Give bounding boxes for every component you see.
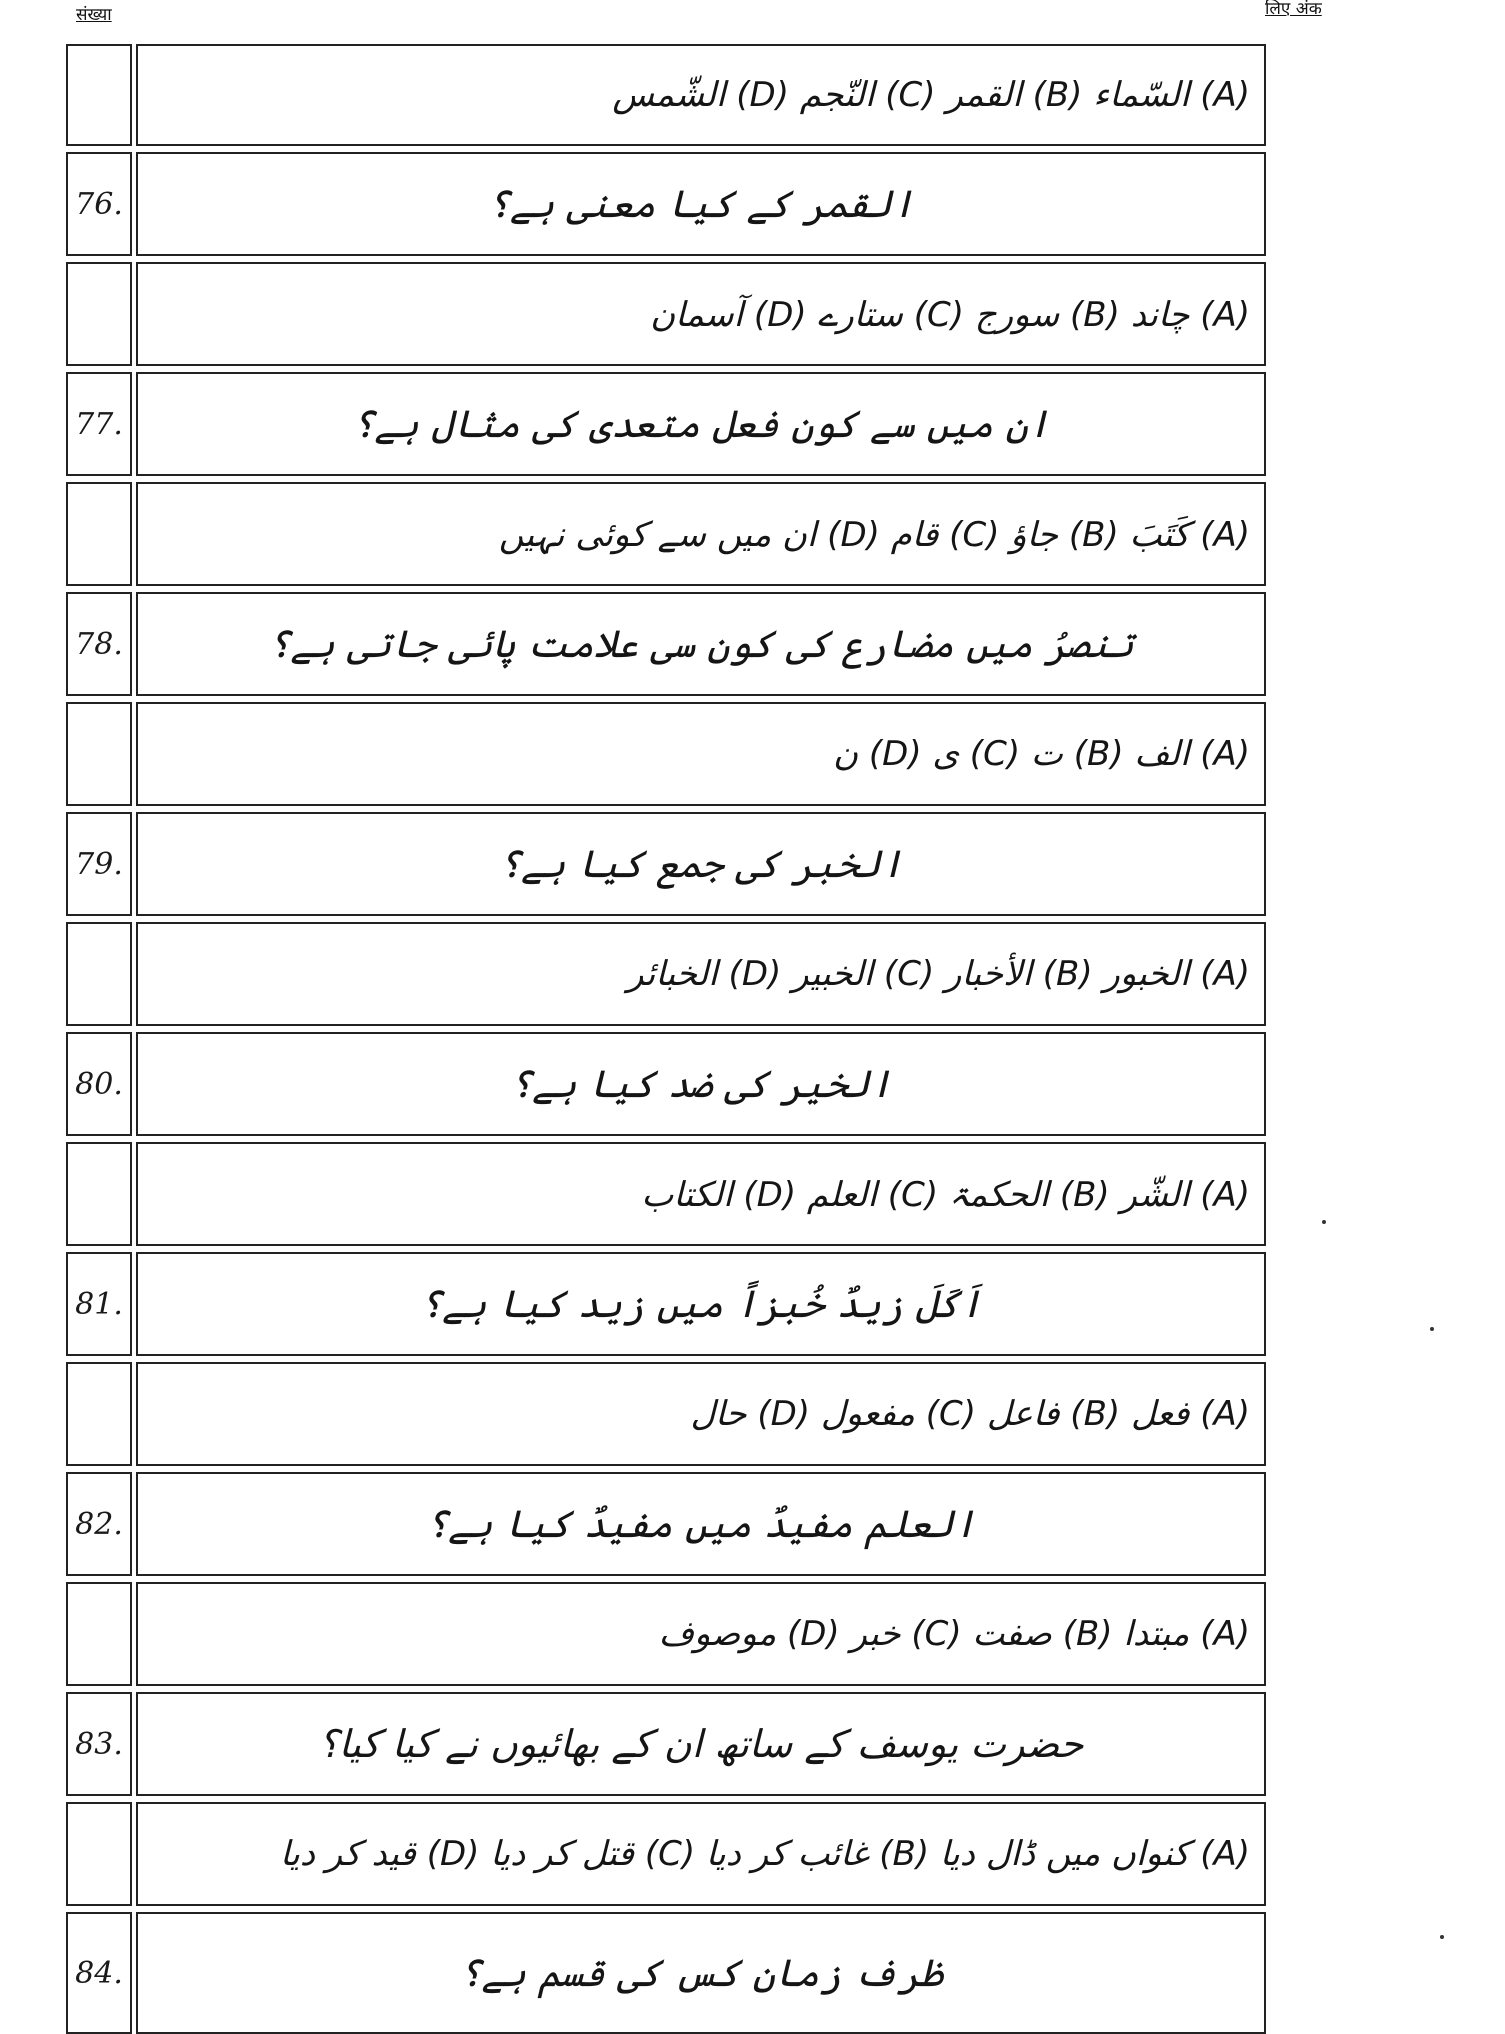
option-row — [66, 1802, 1266, 1906]
header-serial-label: संख्या — [76, 5, 112, 25]
question-text: العلم مفیدٌ میں مفیدٌ کیا ہے؟ — [136, 1472, 1266, 1576]
question-text: الخیر کی ضد کیا ہے؟ — [136, 1032, 1266, 1136]
header-marks-label: लिए अंक — [1265, 0, 1322, 19]
option-row — [66, 482, 1266, 586]
question-number-cell — [66, 1362, 132, 1466]
option-row — [66, 44, 1266, 146]
options-text: (A) الشّر (B) الحکمۃ (C) العلم (D) الکتاب — [136, 1142, 1266, 1246]
question-row — [66, 372, 1266, 476]
scan-speck — [1440, 1935, 1444, 1939]
answer-sheet-table — [66, 44, 1272, 2034]
question-row — [66, 1692, 1266, 1796]
option-row — [66, 1582, 1266, 1686]
question-row — [66, 1032, 1266, 1136]
question-number-cell — [66, 922, 132, 1026]
question-number-cell — [66, 262, 132, 366]
question-text: ظرف زمان کس کی قسم ہے؟ — [136, 1912, 1266, 2034]
question-text: ان میں سے کون فعل متعدی کی مثال ہے؟ — [136, 372, 1266, 476]
question-text: الخبر کی جمع کیا ہے؟ — [136, 812, 1266, 916]
question-number-cell: 78. — [66, 592, 132, 696]
option-row — [66, 922, 1266, 1026]
options-text: (A) الف (B) ت (C) ی (D) ن — [136, 702, 1266, 806]
question-number-cell: 83. — [66, 1692, 132, 1796]
question-row — [66, 1472, 1266, 1576]
option-row — [66, 702, 1266, 806]
question-row — [66, 592, 1266, 696]
options-text: (A) مبتدا (B) صفت (C) خبر (D) موصوف — [136, 1582, 1266, 1686]
question-number-cell — [66, 482, 132, 586]
scan-speck — [1322, 1220, 1326, 1224]
question-row — [66, 1912, 1266, 2034]
question-text: تنصرُ میں مضارع کی کون سی علامت پائی جاتی ہے؟ — [136, 592, 1266, 696]
page-header — [0, 0, 1505, 40]
question-text: حضرت یوسف کے ساتھ ان کے بھائیوں نے کیا کیا؟ — [136, 1692, 1266, 1796]
question-number-cell: 81. — [66, 1252, 132, 1356]
options-text: (A) الخبور (B) الأخبار (C) الخبیر (D) الخبائر — [136, 922, 1266, 1026]
question-text: القمر کے کیا معنی ہے؟ — [136, 152, 1266, 256]
options-text: (A) کَتَبَ (B) جاؤ (C) قام (D) ان میں سے کوئی نہیں — [136, 482, 1266, 586]
question-number-cell — [66, 1802, 132, 1906]
question-number-cell: 76. — [66, 152, 132, 256]
option-row — [66, 1362, 1266, 1466]
question-number-cell: 82. — [66, 1472, 132, 1576]
question-number-cell: 79. — [66, 812, 132, 916]
question-number-cell — [66, 1142, 132, 1246]
option-row — [66, 1142, 1266, 1246]
question-row — [66, 812, 1266, 916]
options-text: (A) السّماء (B) القمر (C) النّجم (D) الشّمس — [136, 44, 1266, 146]
options-text: (A) چاند (B) سورج (C) ستارے (D) آسمان — [136, 262, 1266, 366]
scan-speck — [1430, 1327, 1434, 1331]
question-number-cell: 77. — [66, 372, 132, 476]
question-number-cell — [66, 1582, 132, 1686]
question-row — [66, 152, 1266, 256]
question-number-cell — [66, 702, 132, 806]
question-number-cell: 84. — [66, 1912, 132, 2034]
question-number-cell: 80. — [66, 1032, 132, 1136]
option-row — [66, 262, 1266, 366]
question-row — [66, 1252, 1266, 1356]
question-number-cell — [66, 44, 132, 146]
options-text: (A) کنواں میں ڈال دیا (B) غائب کر دیا (C) قتل کر دیا (D) قید کر دیا — [136, 1802, 1266, 1906]
question-text: اَکَلَ زیدٌ خُبزاً میں زید کیا ہے؟ — [136, 1252, 1266, 1356]
options-text: (A) فعل (B) فاعل (C) مفعول (D) حال — [136, 1362, 1266, 1466]
